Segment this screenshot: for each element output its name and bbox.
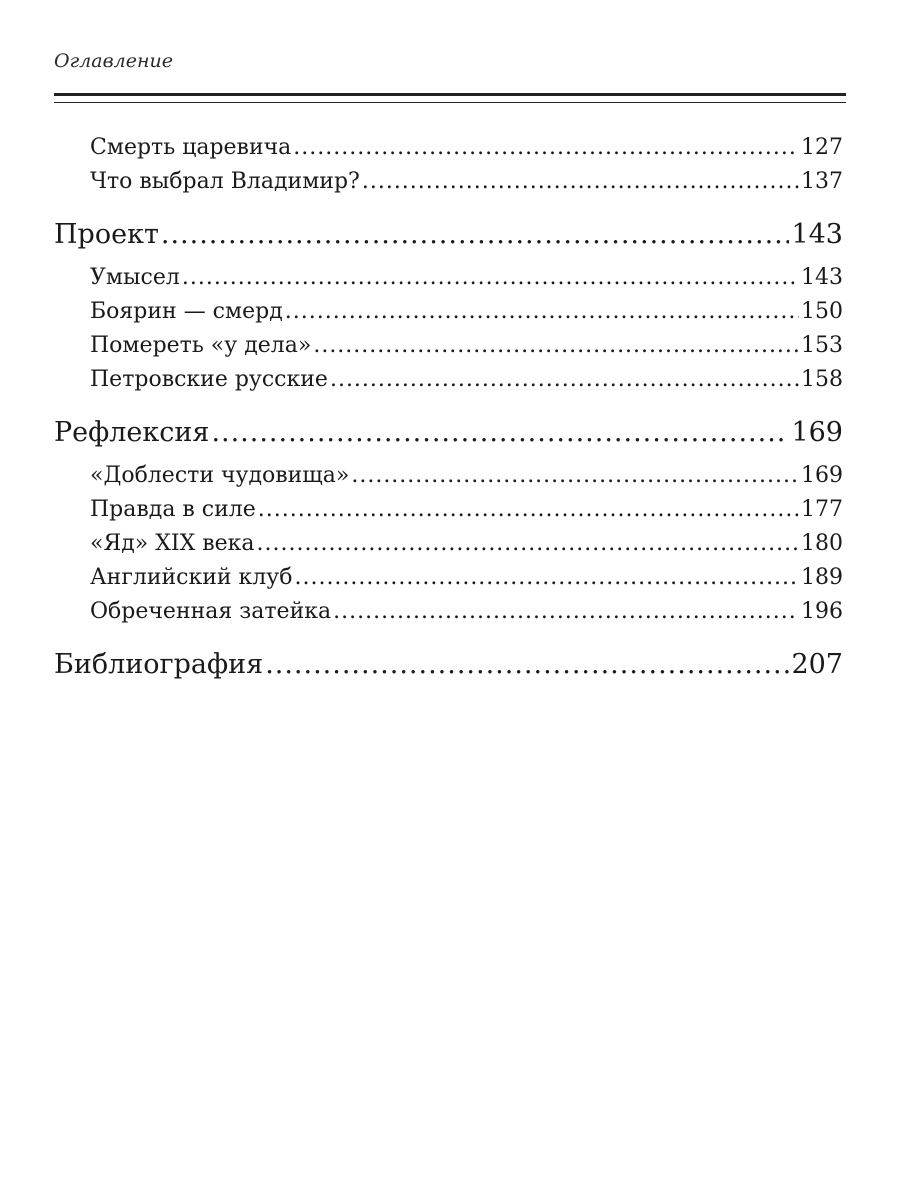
toc-entry-page: 196: [801, 599, 843, 624]
toc-leader: [257, 527, 799, 561]
toc-entry-obrechennaya-zateyka[interactable]: [54, 595, 843, 629]
toc-entry-boyarin-smerd[interactable]: [54, 295, 843, 329]
toc-leader: [182, 261, 799, 295]
toc-entry-label: Правда в силе: [90, 497, 256, 522]
running-head: Оглавление: [54, 50, 174, 72]
toc-entry-pomeret-u-dela[interactable]: [54, 329, 843, 363]
toc-leader: [285, 295, 799, 329]
toc-entry-page: 177: [801, 497, 843, 522]
toc-entry-label: Что выбрал Владимир?: [90, 169, 360, 194]
toc-entry-page: 189: [801, 565, 843, 590]
toc-entry-page: 127: [801, 135, 843, 160]
toc-section-label: Проект: [54, 219, 159, 250]
toc-entry-page: 180: [801, 531, 843, 556]
table-of-contents: [54, 131, 843, 685]
toc-section-refleksiya[interactable]: [54, 413, 843, 453]
toc-entry-smert-tsarevicha[interactable]: [54, 131, 843, 165]
toc-entry-label: «Яд» XIX века: [90, 531, 255, 556]
toc-entry-label: Обреченная затейка: [90, 599, 332, 624]
toc-entry-chto-vybral-vladimir[interactable]: [54, 165, 843, 199]
toc-entry-label: «Доблести чудовища»: [90, 463, 350, 488]
toc-entry-label: Смерть царевича: [90, 135, 292, 160]
toc-leader: [161, 215, 790, 255]
toc-entry-page: 137: [801, 169, 843, 194]
toc-leader: [294, 561, 799, 595]
toc-leader: [313, 329, 799, 363]
toc-leader: [211, 413, 789, 453]
toc-entry-angliyskiy-klub[interactable]: [54, 561, 843, 595]
toc-entry-page: 158: [801, 367, 843, 392]
header-rule-thin: [54, 102, 846, 103]
toc-leader: [265, 645, 789, 685]
toc-entry-label: Умысел: [90, 265, 180, 290]
toc-section-bibliografiya[interactable]: [54, 645, 843, 685]
toc-entry-page: 143: [801, 265, 843, 290]
toc-entry-label: Петровские русские: [90, 367, 328, 392]
toc-leader: [362, 165, 799, 199]
toc-entry-page: 169: [801, 463, 843, 488]
toc-entry-label: Боярин — смерд: [90, 299, 283, 324]
toc-section-label: Библиография: [54, 649, 264, 680]
toc-section-label: Рефлексия: [54, 417, 210, 448]
toc-section-proekt[interactable]: [54, 215, 843, 255]
toc-leader: [293, 131, 799, 165]
toc-section-page: 169: [791, 417, 843, 448]
toc-entry-pravda-v-sile[interactable]: [54, 493, 843, 527]
toc-section-page: 207: [791, 649, 843, 680]
toc-leader: [330, 363, 799, 397]
toc-leader: [333, 595, 799, 629]
toc-entry-page: 150: [801, 299, 843, 324]
header-rule-thick: [54, 93, 846, 96]
toc-entry-yad-xix-veka[interactable]: [54, 527, 843, 561]
toc-entry-doblesti-chudovishcha[interactable]: [54, 459, 843, 493]
toc-entry-label: Английский клуб: [90, 565, 293, 590]
toc-leader: [258, 493, 799, 527]
toc-entry-umysel[interactable]: [54, 261, 843, 295]
toc-entry-page: 153: [801, 333, 843, 358]
toc-entry-petrovskie-russkie[interactable]: [54, 363, 843, 397]
toc-leader: [351, 459, 799, 493]
toc-section-page: 143: [791, 219, 843, 250]
toc-entry-label: Помереть «у дела»: [90, 333, 312, 358]
